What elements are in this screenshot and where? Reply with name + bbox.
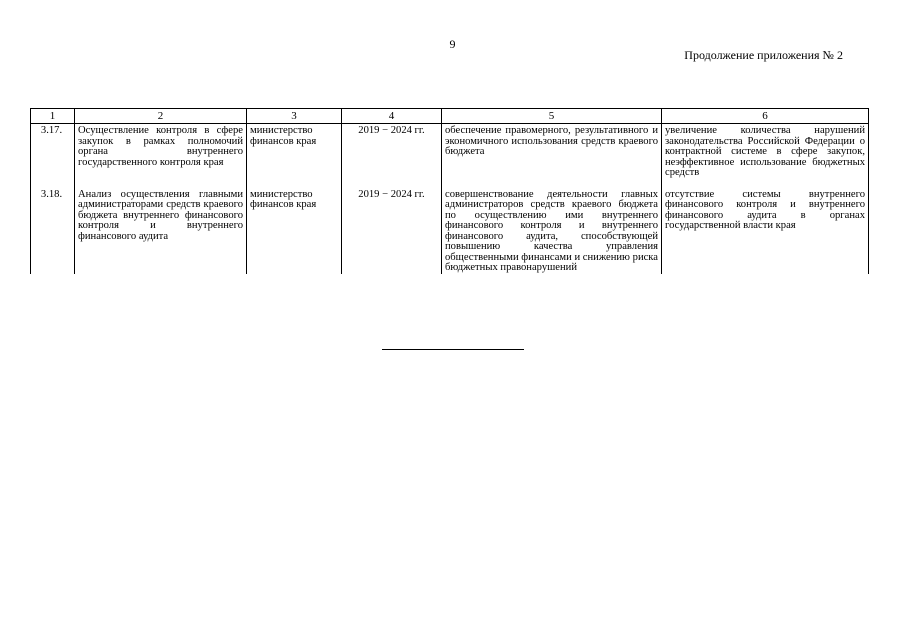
period: 2019 − 2024 гг. (342, 124, 442, 188)
expected-result: совершенствование деятельности главных администраторов средств краевого бюджета по осуществлению ими внутреннего финансового контроля и внутреннего финансового аудита, способствующей повышению качества управления общественными финансами и снижению риска бюджетных правонарушений (442, 188, 662, 274)
executor: министерство финансов края (247, 188, 342, 274)
consequence: отсутствие системы внутреннего финансового контроля и внутреннего финансового аудита в органах государственной власти края (662, 188, 869, 274)
column-header: 1 (31, 109, 75, 124)
measure-description: Осуществление контроля в сфере закупок в рамках полномочий органа внутреннего государственного контроля края (75, 124, 247, 188)
appendix-continuation-note: Продолжение приложения № 2 (684, 48, 843, 62)
executor: министерство финансов края (247, 124, 342, 188)
column-header: 6 (662, 109, 869, 124)
consequence: увеличение количества нарушений законодательства Российской Федерации о контрактной системе в сфере закупок, неэффективное использование бюджетных средств (662, 124, 869, 188)
row-number: 3.18. (31, 188, 75, 274)
column-header: 2 (75, 109, 247, 124)
column-header: 4 (342, 109, 442, 124)
table-header-row (31, 109, 869, 124)
expected-result: обеспечение правомерного, результативного и экономичного использования средств краевого бюджета (442, 124, 662, 188)
measure-description: Анализ осуществления главными администраторами средств краевого бюджета внутреннего финансового контроля и внутреннего финансового аудита (75, 188, 247, 274)
period: 2019 − 2024 гг. (342, 188, 442, 274)
row-number: 3.17. (31, 124, 75, 188)
page-number: 9 (449, 37, 456, 51)
measures-table (30, 108, 869, 274)
table-row (31, 124, 869, 188)
end-rule (382, 349, 524, 350)
column-header: 5 (442, 109, 662, 124)
table-row (31, 188, 869, 274)
column-header: 3 (247, 109, 342, 124)
